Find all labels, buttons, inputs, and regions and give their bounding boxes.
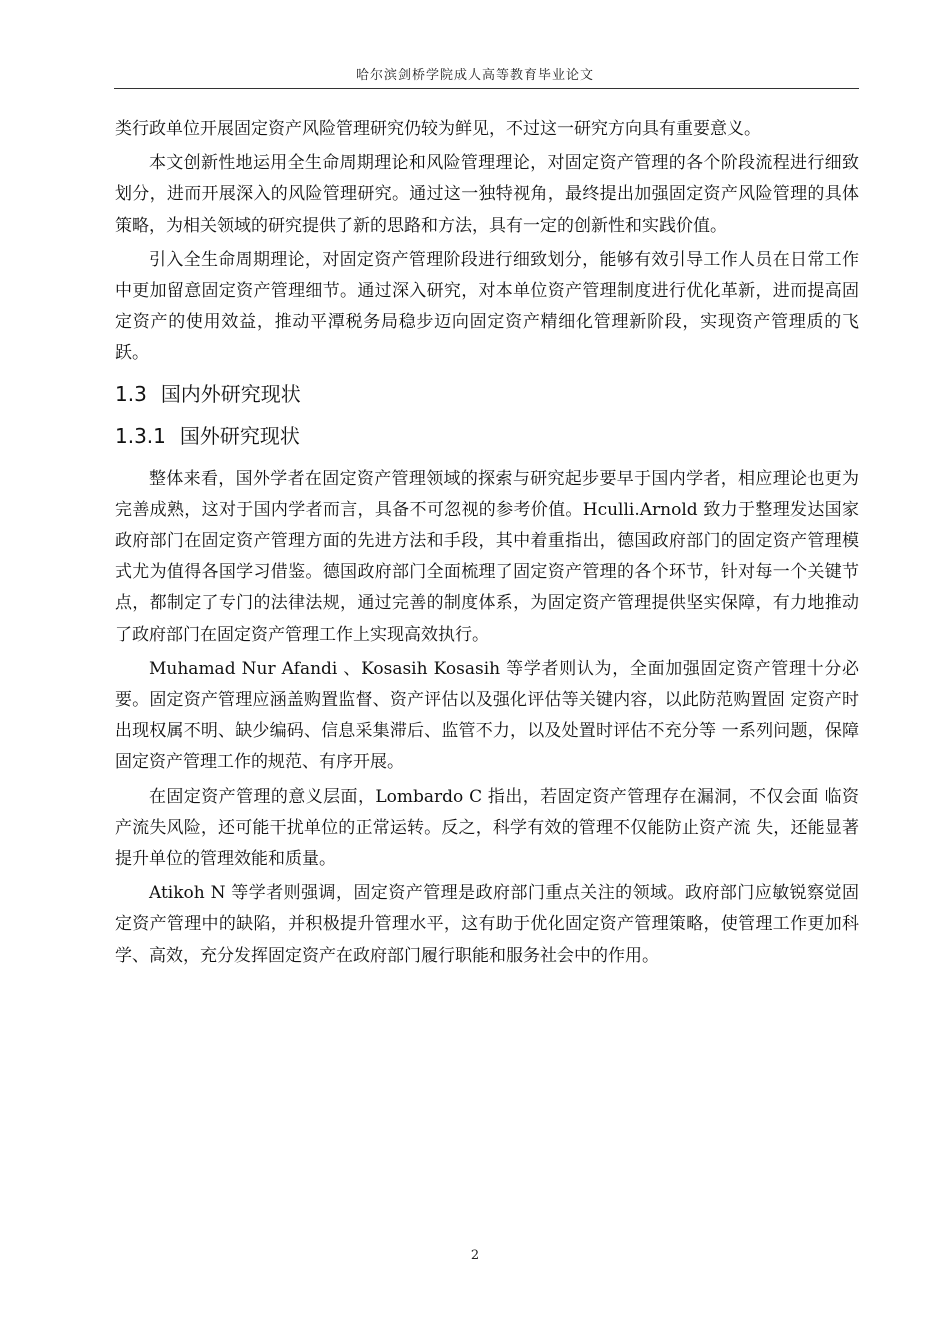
subsection-number: 1.3.1	[115, 423, 166, 448]
paragraph-overview: 整体来看，国外学者在固定资产管理领域的探索与研究起步要早于国内学者，相应理论也更为完善成熟，这对于国内学者而言，具备不可忽视的参考价值。Hculli.Arnold 致力于整理发达国家政府部门在固定资产管理方面的先进方法和手段，其中着重指出，德国政府部门的固定资产管理模式尤为值得各国学习借鉴。德国政府部门全面梳理了固定资产管理的各个环节，针对每一个关键节点，都制定了专门的法律法规，通过完善的制度体系，为固定资产管理提供坚实保障，有力地推动了政府部门在固定资产管理工作上实现高效执行。	[115, 468, 859, 645]
header-divider	[114, 88, 859, 89]
paragraph-lifecycle: 引入全生命周期理论，对固定资产管理阶段进行细致划分，能够有效引导工作人员在日常工作中更加留意固定资产管理细节。通过深入研究，对本单位资产管理制度进行优化革新，进而提高固定资产的使用效益，推动平潭税务局稳步迈向固定资产精细化管理新阶段，实现资产管理质的飞跃。	[115, 249, 859, 364]
section-title: 国内外研究现状	[160, 381, 301, 406]
running-header: 哈尔滨剑桥学院成人高等教育毕业论文	[355, 68, 594, 83]
subsection-heading	[115, 422, 859, 450]
page-body	[115, 114, 859, 972]
paragraph-afandi: Muhamad Nur Afandi 、Kosasih Kosasih 等学者则认为，全面加强固定资产管理十分必 要。固定资产管理应涵盖购置监督、资产评估以及强化评估等关键内容，以此防范购置固 定资产时出现权属不明、缺少编码、信息采集滞后、监管不力，以及处置时评估不充分等 一系列问题，保障固定资产管理工作的规范、有序开展。	[115, 658, 859, 773]
paragraph-atikoh: Atikoh N 等学者则强调，固定资产管理是政府部门重点关注的领域。政府部门应敏锐察觉固定资产管理中的缺陷，并积极提升管理水平，这有助于优化固定资产管理策略，使管理工作更加科学、高效，充分发挥固定资产在政府部门履行职能和服务社会中的作用。	[115, 883, 859, 966]
paragraph-innovation: 本文创新性地运用全生命周期理论和风险管理理论，对固定资产管理的各个阶段流程进行细致划分，进而开展深入的风险管理研究。通过这一独特视角，最终提出加强固定资产风险管理的具体策略，为相关领域的研究提供了新的思路和方法，具有一定的创新性和实践价值。	[115, 153, 859, 236]
section-number: 1.3	[115, 381, 147, 406]
page-number: 2	[470, 1248, 480, 1263]
subsection-title: 国外研究现状	[179, 423, 300, 448]
section-heading	[115, 380, 859, 408]
paragraph-continuation: 类行政单位开展固定资产风险管理研究仍较为鲜见，不过这一研究方向具有重要意义。	[115, 119, 761, 139]
paragraph-lombardo: 在固定资产管理的意义层面，Lombardo C 指出，若固定资产管理存在漏洞，不仅会面 临资产流失风险，还可能干扰单位的正常运转。反之，科学有效的管理不仅能防止资产流 失，还能显著提升单位的管理效能和质量。	[115, 786, 859, 870]
